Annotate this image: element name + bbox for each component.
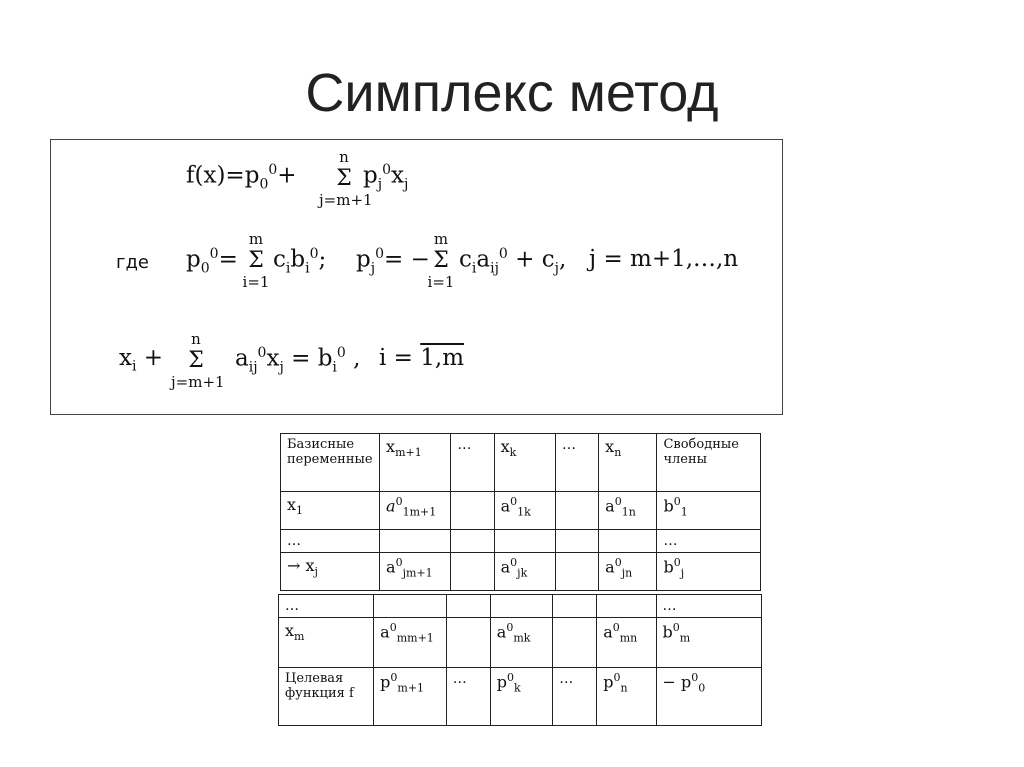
row-ellipsis-2-c3 <box>490 595 552 618</box>
row-xj-empty-1 <box>451 553 494 591</box>
header-xm1: $x_{m+1}$ <box>380 434 451 492</box>
simplex-table-top <box>280 433 761 591</box>
row-target-ellipsis-1: … <box>446 668 490 726</box>
row-x1-empty-2 <box>555 492 598 530</box>
row-target-ellipsis-2: … <box>553 668 597 726</box>
row-xm-an: $a^0_{mn}$ <box>597 618 656 668</box>
simplex-table-bottom <box>278 594 762 726</box>
row-target-pk: $p^0_k$ <box>490 668 552 726</box>
row-target-basis: Целевая функция f <box>279 668 374 726</box>
row-ellipsis-1-basis: … <box>281 530 380 553</box>
row-xm-am1: $a^0_{mm+1}$ <box>374 618 447 668</box>
row-xj-an: $a^0_{jn}$ <box>599 553 657 591</box>
row-ellipsis-1-c5 <box>599 530 657 553</box>
row-ellipsis-2-c4 <box>553 595 597 618</box>
slide-title: Симплекс метод <box>305 63 719 123</box>
objective-function-formula: $f(x)=p_0^0+$ <box>186 162 297 193</box>
header-free-terms: Свободные члены <box>657 434 761 492</box>
gde-label: где <box>116 252 149 273</box>
row-target-pm1: $p^0_{m+1}$ <box>374 668 447 726</box>
row-xj-am1: $a^0_{jm+1}$ <box>380 553 451 591</box>
row-xj-b: $b^0_j$ <box>657 553 761 591</box>
row-xj-ak: $a^0_{jk}$ <box>494 553 555 591</box>
row-x1-empty-1 <box>451 492 494 530</box>
sum-symbol-3: m Σ i=1 <box>427 230 455 291</box>
row-x1-basis: $x_1$ <box>281 492 380 530</box>
row-ellipsis-2-basis: … <box>279 595 374 618</box>
row-ellipsis-1-free: … <box>657 530 761 553</box>
row-x1-ak: $a^0_{1k}$ <box>494 492 555 530</box>
row-x1-am1: $a^0_{1m+1}$ <box>380 492 451 530</box>
sum-symbol-1: n Σ j=m+1 <box>319 148 373 209</box>
row-xm-empty-1 <box>446 618 490 668</box>
row-ellipsis-1-c4 <box>555 530 598 553</box>
constraint-formula: $x_i$ + <box>119 345 164 375</box>
sum-symbol-2: m Σ i=1 <box>242 230 270 291</box>
row-target-pn: $p^0_n$ <box>597 668 656 726</box>
p0-term: $c_ib_i^0$; <box>273 246 327 277</box>
row-ellipsis-2-c5 <box>597 595 656 618</box>
header-basis: Базисные переменные <box>281 434 380 492</box>
row-ellipsis-1-c2 <box>451 530 494 553</box>
pj-term: $c_ia_{ij}^0 + c_j$, <box>459 246 567 277</box>
constraint-term: $a_{ij}^0x_j = b_i^0$ , <box>235 345 361 376</box>
header-ellipsis-2: … <box>555 434 598 492</box>
header-ellipsis-1: … <box>451 434 494 492</box>
objective-function-term: $p_j^0x_j$ <box>363 162 409 193</box>
row-ellipsis-2-c2 <box>446 595 490 618</box>
row-xj-empty-2 <box>555 553 598 591</box>
header-xn: $x_n$ <box>599 434 657 492</box>
row-ellipsis-2-free: … <box>656 595 761 618</box>
row-xm-b: $b^0_m$ <box>656 618 761 668</box>
row-xm-empty-2 <box>553 618 597 668</box>
formula-box <box>50 139 783 415</box>
pj-formula: $p_j^0=$ − <box>356 246 430 277</box>
i-range: i = 1,m <box>379 345 465 371</box>
row-xm-basis: $x_m$ <box>279 618 374 668</box>
row-xj-basis: → $x_j$ <box>281 553 380 591</box>
row-xm-ak: $a^0_{mk}$ <box>490 618 552 668</box>
row-x1-b: $b^0_1$ <box>657 492 761 530</box>
row-ellipsis-1-c1 <box>380 530 451 553</box>
row-target-p0: − $p^0_0$ <box>656 668 761 726</box>
row-ellipsis-1-c3 <box>494 530 555 553</box>
row-ellipsis-2-c1 <box>374 595 447 618</box>
row-x1-an: $a^0_{1n}$ <box>599 492 657 530</box>
header-xk: $x_k$ <box>494 434 555 492</box>
sum-symbol-4: n Σ j=m+1 <box>171 330 225 391</box>
j-range: j = m+1,…,n <box>589 246 739 272</box>
p0-formula: $p_0^0=$ <box>186 246 238 277</box>
